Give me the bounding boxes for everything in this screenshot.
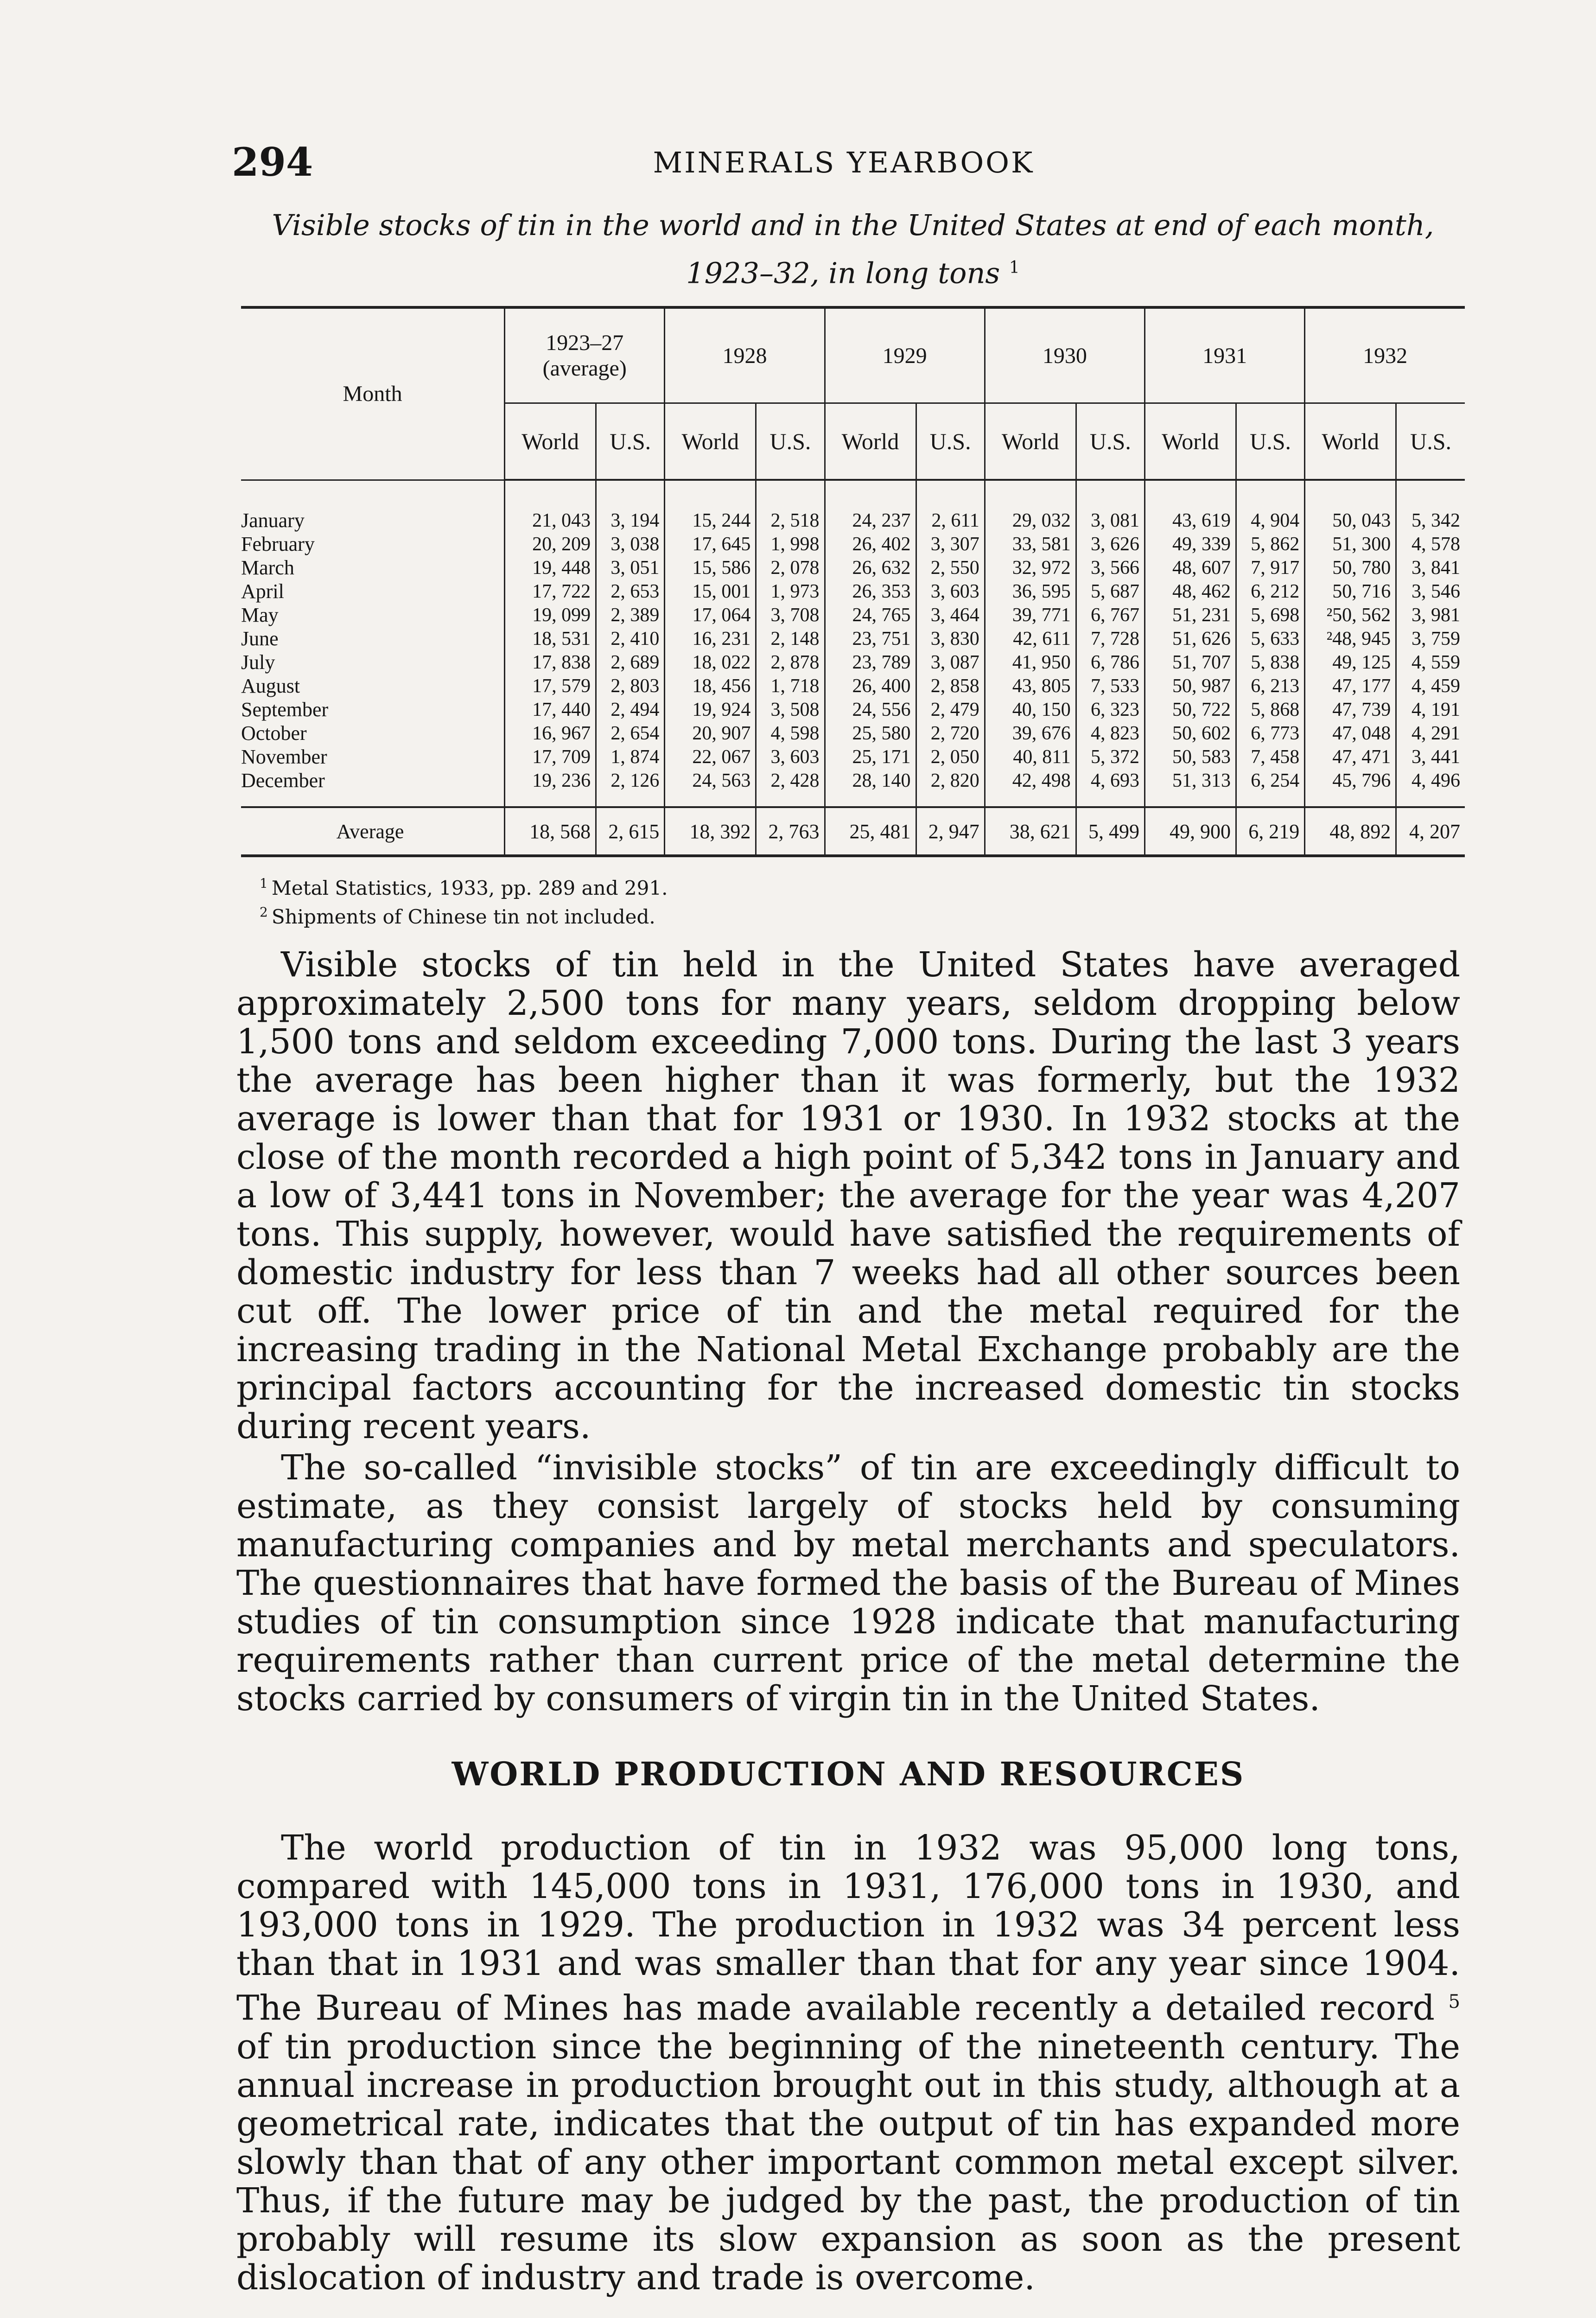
year-group-header: 1932 — [1305, 307, 1465, 403]
value-cell: 4, 459 — [1396, 674, 1465, 698]
month-cell: December — [241, 769, 325, 792]
table-row — [241, 650, 1465, 674]
value-cell: 43, 619 — [1145, 509, 1236, 532]
sub-header-us: U.S. — [1236, 403, 1304, 480]
value-cell: 19, 448 — [505, 556, 596, 580]
value-cell: 4, 904 — [1236, 509, 1304, 532]
value-cell: 24, 765 — [825, 603, 916, 627]
value-cell: 3, 194 — [596, 509, 665, 532]
body-paragraph: The world production of tin in 1932 was 95,000 long tons, compared with 145,000 tons in 1931, 176,000 tons in 1930, and 193,000 tons in 1929. The production in 1932 was 34 percent less than that in 1931 and was smaller than that for any year since 1904. The Bureau of Mines has made available recently a detailed record $^5$ of tin production since the beginning of the nineteenth century. The annual increase in production brought out in this study, although at a geometrical rate, indicates that the output of tin has expanded more slowly than that of any other important common metal except silver. Thus, if the future may be judged by the past, the production of tin probably will resume its slow expansion as soon as the present dislocation of industry and trade is overcome. — [236, 1828, 1460, 2298]
value-cell: 17, 838 — [505, 650, 596, 674]
value-cell: 1, 718 — [756, 674, 825, 698]
value-cell: 3, 626 — [1076, 532, 1145, 556]
value-cell: 47, 739 — [1305, 698, 1396, 721]
value-cell: 2, 389 — [596, 603, 665, 627]
value-cell: 3, 830 — [916, 627, 985, 650]
value-cell: 7, 728 — [1076, 627, 1145, 650]
value-cell: 2, 410 — [596, 627, 665, 650]
value-cell: 41, 950 — [985, 650, 1076, 674]
value-cell: 39, 771 — [985, 603, 1076, 627]
value-cell: 2, 654 — [596, 721, 665, 745]
value-cell: 26, 632 — [825, 556, 916, 580]
footnote-ref: 5 — [1448, 1991, 1460, 2012]
value-cell: ²50, 562 — [1305, 603, 1396, 627]
month-cell: October — [241, 722, 307, 745]
average-cell: 49, 900 — [1145, 807, 1236, 856]
month-cell: February — [241, 533, 315, 555]
table-row — [241, 580, 1465, 603]
value-cell: 47, 471 — [1305, 745, 1396, 769]
value-cell: 3, 508 — [756, 698, 825, 721]
value-cell: 17, 645 — [665, 532, 756, 556]
value-cell: 7, 458 — [1236, 745, 1304, 769]
value-cell: 18, 022 — [665, 650, 756, 674]
value-cell: 5, 372 — [1076, 745, 1145, 769]
value-cell: 51, 300 — [1305, 532, 1396, 556]
sub-header-world: World — [825, 403, 916, 480]
value-cell: 47, 177 — [1305, 674, 1396, 698]
value-cell: 36, 595 — [985, 580, 1076, 603]
table-title-footnote-ref: 1 — [1009, 258, 1020, 277]
value-cell: 2, 518 — [756, 509, 825, 532]
table-title-line2: 1923–32, in long tons — [686, 256, 1000, 290]
value-cell: 3, 087 — [916, 650, 985, 674]
value-cell: 23, 789 — [825, 650, 916, 674]
value-cell: 16, 231 — [665, 627, 756, 650]
value-cell: 2, 050 — [916, 745, 985, 769]
value-cell: 1, 874 — [596, 745, 665, 769]
value-cell: 3, 603 — [756, 745, 825, 769]
value-cell: 3, 603 — [916, 580, 985, 603]
value-cell: 15, 586 — [665, 556, 756, 580]
value-cell: 21, 043 — [505, 509, 596, 532]
value-cell: 1, 973 — [756, 580, 825, 603]
value-cell: 45, 796 — [1305, 769, 1396, 792]
value-cell: 5, 868 — [1236, 698, 1304, 721]
value-cell: 25, 171 — [825, 745, 916, 769]
average-cell: 5, 499 — [1076, 807, 1145, 856]
value-cell: 3, 841 — [1396, 556, 1465, 580]
month-cell: June — [241, 627, 279, 650]
page-number: 294 — [232, 139, 313, 185]
average-cell: 2, 615 — [596, 807, 665, 856]
value-cell: 2, 428 — [756, 769, 825, 792]
value-cell: 3, 051 — [596, 556, 665, 580]
value-cell: 20, 907 — [665, 721, 756, 745]
sub-header-world: World — [1305, 403, 1396, 480]
month-cell: September — [241, 698, 329, 721]
average-cell: 38, 621 — [985, 807, 1076, 856]
value-cell: 4, 496 — [1396, 769, 1465, 792]
value-cell: 4, 823 — [1076, 721, 1145, 745]
body-paragraph: The so-called “invisible stocks” of tin are exceedingly difficult to estimate, as they consist largely of stocks held by consuming manufacturing companies and by metal merchants and speculators. The questionnaires that have formed the basis of the Bureau of Mines studies of tin consumption since 1928 indicate that manufacturing requirements rather than current price of the metal determine the stocks carried by consumers of virgin tin in the United States. — [236, 1448, 1460, 1719]
sub-header-world: World — [505, 403, 596, 480]
value-cell: 50, 043 — [1305, 509, 1396, 532]
table-row — [241, 769, 1465, 792]
value-cell: 3, 759 — [1396, 627, 1465, 650]
value-cell: 29, 032 — [985, 509, 1076, 532]
value-cell: 32, 972 — [985, 556, 1076, 580]
value-cell: 3, 981 — [1396, 603, 1465, 627]
average-cell: 18, 568 — [505, 807, 596, 856]
value-cell: 5, 862 — [1236, 532, 1304, 556]
value-cell: 6, 767 — [1076, 603, 1145, 627]
running-head: MINERALS YEARBOOK — [653, 146, 1035, 179]
month-cell: August — [241, 675, 300, 697]
value-cell: 17, 579 — [505, 674, 596, 698]
average-cell: 48, 892 — [1305, 807, 1396, 856]
table-row — [241, 698, 1465, 721]
value-cell: 2, 479 — [916, 698, 985, 721]
table-body — [241, 480, 1465, 856]
value-cell: 4, 693 — [1076, 769, 1145, 792]
average-cell: 6, 219 — [1236, 807, 1304, 856]
average-row — [241, 807, 1465, 856]
value-cell: 3, 708 — [756, 603, 825, 627]
year-group-header: 1928 — [665, 307, 825, 403]
sub-header-world: World — [665, 403, 756, 480]
year-group-header: 1930 — [985, 307, 1145, 403]
value-cell: 23, 751 — [825, 627, 916, 650]
value-cell: 19, 924 — [665, 698, 756, 721]
value-cell: 24, 237 — [825, 509, 916, 532]
sub-header-world: World — [1145, 403, 1236, 480]
value-cell: 2, 494 — [596, 698, 665, 721]
footnote-2: $^2$ Shipments of Chinese tin not included. — [260, 904, 655, 928]
value-cell: 2, 820 — [916, 769, 985, 792]
value-cell: 5, 698 — [1236, 603, 1304, 627]
month-cell: January — [241, 509, 305, 532]
month-cell: November — [241, 745, 327, 768]
value-cell: 6, 254 — [1236, 769, 1304, 792]
average-cell: 2, 763 — [756, 807, 825, 856]
value-cell: 7, 917 — [1236, 556, 1304, 580]
value-cell: 15, 244 — [665, 509, 756, 532]
value-cell: 50, 583 — [1145, 745, 1236, 769]
value-cell: 42, 498 — [985, 769, 1076, 792]
spacer-row — [241, 480, 1465, 509]
value-cell: 33, 581 — [985, 532, 1076, 556]
value-cell: 1, 998 — [756, 532, 825, 556]
value-cell: 50, 722 — [1145, 698, 1236, 721]
value-cell: 5, 633 — [1236, 627, 1304, 650]
sub-header-us: U.S. — [596, 403, 665, 480]
value-cell: 6, 213 — [1236, 674, 1304, 698]
table-footnotes — [260, 872, 668, 929]
value-cell: 2, 803 — [596, 674, 665, 698]
tin-stocks-table — [241, 306, 1465, 857]
value-cell: 3, 081 — [1076, 509, 1145, 532]
value-cell: 19, 236 — [505, 769, 596, 792]
value-cell: 24, 563 — [665, 769, 756, 792]
value-cell: 6, 323 — [1076, 698, 1145, 721]
sub-header-world: World — [985, 403, 1076, 480]
value-cell: 50, 987 — [1145, 674, 1236, 698]
body-paragraph: Visible stocks of tin held in the United States have averaged approximately 2,500 tons for many years, seldom dropping below 1,500 tons and seldom exceeding 7,000 tons. During the last 3 years the average has been higher than it was formerly, but the 1932 average is lower than that for 1931 or 1930. In 1932 stocks at the close of the month recorded a high point of 5,342 tons in January and a low of 3,441 tons in November; the average for the year was 4,207 tons. This supply, however, would have satisfied the requirements of domestic industry for less than 7 weeks had all other sources been cut off. The lower price of tin and the metal required for the increasing trading in the National Metal Exchange probably are the principal factors accounting for the increased domestic tin stocks during recent years. — [236, 945, 1460, 1446]
value-cell: 39, 676 — [985, 721, 1076, 745]
value-cell: 6, 212 — [1236, 580, 1304, 603]
footnote-1: $^1$ Metal Statistics, 1933, pp. 289 and 291. — [260, 876, 668, 899]
value-cell: 26, 402 — [825, 532, 916, 556]
value-cell: 3, 546 — [1396, 580, 1465, 603]
year-group-header: 1931 — [1145, 307, 1304, 403]
value-cell: 40, 150 — [985, 698, 1076, 721]
value-cell: 48, 462 — [1145, 580, 1236, 603]
page-header — [232, 139, 1456, 190]
table-row — [241, 721, 1465, 745]
value-cell: 18, 456 — [665, 674, 756, 698]
value-cell: 49, 339 — [1145, 532, 1236, 556]
value-cell: 17, 722 — [505, 580, 596, 603]
average-cell: 18, 392 — [665, 807, 756, 856]
year-group-header: 1923–27 (average) — [505, 307, 665, 403]
value-cell: 17, 064 — [665, 603, 756, 627]
value-cell: 50, 602 — [1145, 721, 1236, 745]
value-cell: 42, 611 — [985, 627, 1076, 650]
value-cell: 3, 307 — [916, 532, 985, 556]
month-cell: April — [241, 580, 284, 603]
value-cell: 3, 464 — [916, 603, 985, 627]
month-cell: July — [241, 651, 275, 674]
value-cell: 2, 126 — [596, 769, 665, 792]
value-cell: 47, 048 — [1305, 721, 1396, 745]
value-cell: 50, 780 — [1305, 556, 1396, 580]
value-cell: 18, 531 — [505, 627, 596, 650]
value-cell: 2, 689 — [596, 650, 665, 674]
value-cell: 4, 291 — [1396, 721, 1465, 745]
value-cell: 17, 440 — [505, 698, 596, 721]
average-cell: 25, 481 — [825, 807, 916, 856]
value-cell: 25, 580 — [825, 721, 916, 745]
value-cell: 4, 191 — [1396, 698, 1465, 721]
value-cell: 49, 125 — [1305, 650, 1396, 674]
value-cell: 4, 598 — [756, 721, 825, 745]
average-cell: 2, 947 — [916, 807, 985, 856]
value-cell: 26, 400 — [825, 674, 916, 698]
table-row — [241, 603, 1465, 627]
table-row — [241, 532, 1465, 556]
spacer-row — [241, 792, 1465, 807]
average-label: Average — [241, 807, 505, 856]
value-cell: 40, 811 — [985, 745, 1076, 769]
value-cell: 24, 556 — [825, 698, 916, 721]
value-cell: 5, 687 — [1076, 580, 1145, 603]
table-row — [241, 674, 1465, 698]
section-heading: WORLD PRODUCTION AND RESOURCES — [451, 1755, 1245, 1793]
value-cell: 3, 038 — [596, 532, 665, 556]
table-title-line1: Visible stocks of tin in the world and in the United States at end of each month, — [272, 208, 1434, 242]
value-cell: 16, 967 — [505, 721, 596, 745]
value-cell: 5, 838 — [1236, 650, 1304, 674]
value-cell: 43, 805 — [985, 674, 1076, 698]
value-cell: 7, 533 — [1076, 674, 1145, 698]
value-cell: 6, 786 — [1076, 650, 1145, 674]
value-cell: 2, 078 — [756, 556, 825, 580]
sub-header-us: U.S. — [1396, 403, 1465, 480]
table-title — [241, 204, 1465, 295]
value-cell: 6, 773 — [1236, 721, 1304, 745]
value-cell: 2, 148 — [756, 627, 825, 650]
table-row — [241, 509, 1465, 532]
value-cell: 28, 140 — [825, 769, 916, 792]
value-cell: 50, 716 — [1305, 580, 1396, 603]
table-row — [241, 745, 1465, 769]
value-cell: 2, 653 — [596, 580, 665, 603]
value-cell: 2, 878 — [756, 650, 825, 674]
value-cell: 26, 353 — [825, 580, 916, 603]
value-cell: 51, 707 — [1145, 650, 1236, 674]
month-column-header: Month — [241, 307, 505, 480]
value-cell: 20, 209 — [505, 532, 596, 556]
value-cell: 2, 611 — [916, 509, 985, 532]
sub-header-us: U.S. — [916, 403, 985, 480]
value-cell: 4, 578 — [1396, 532, 1465, 556]
table-row — [241, 556, 1465, 580]
value-cell: 51, 231 — [1145, 603, 1236, 627]
value-cell: 2, 858 — [916, 674, 985, 698]
value-cell: 17, 709 — [505, 745, 596, 769]
value-cell: 51, 626 — [1145, 627, 1236, 650]
value-cell: 19, 099 — [505, 603, 596, 627]
year-group-header: 1929 — [825, 307, 985, 403]
month-cell: May — [241, 604, 279, 626]
value-cell: ²48, 945 — [1305, 627, 1396, 650]
value-cell: 51, 313 — [1145, 769, 1236, 792]
value-cell: 22, 067 — [665, 745, 756, 769]
value-cell: 15, 001 — [665, 580, 756, 603]
sub-header-us: U.S. — [756, 403, 825, 480]
value-cell: 2, 720 — [916, 721, 985, 745]
value-cell: 5, 342 — [1396, 509, 1465, 532]
value-cell: 2, 550 — [916, 556, 985, 580]
average-cell: 4, 207 — [1396, 807, 1465, 856]
month-cell: March — [241, 556, 294, 579]
value-cell: 3, 566 — [1076, 556, 1145, 580]
value-cell: 3, 441 — [1396, 745, 1465, 769]
value-cell: 4, 559 — [1396, 650, 1465, 674]
value-cell: 48, 607 — [1145, 556, 1236, 580]
sub-header-us: U.S. — [1076, 403, 1145, 480]
table-row — [241, 627, 1465, 650]
